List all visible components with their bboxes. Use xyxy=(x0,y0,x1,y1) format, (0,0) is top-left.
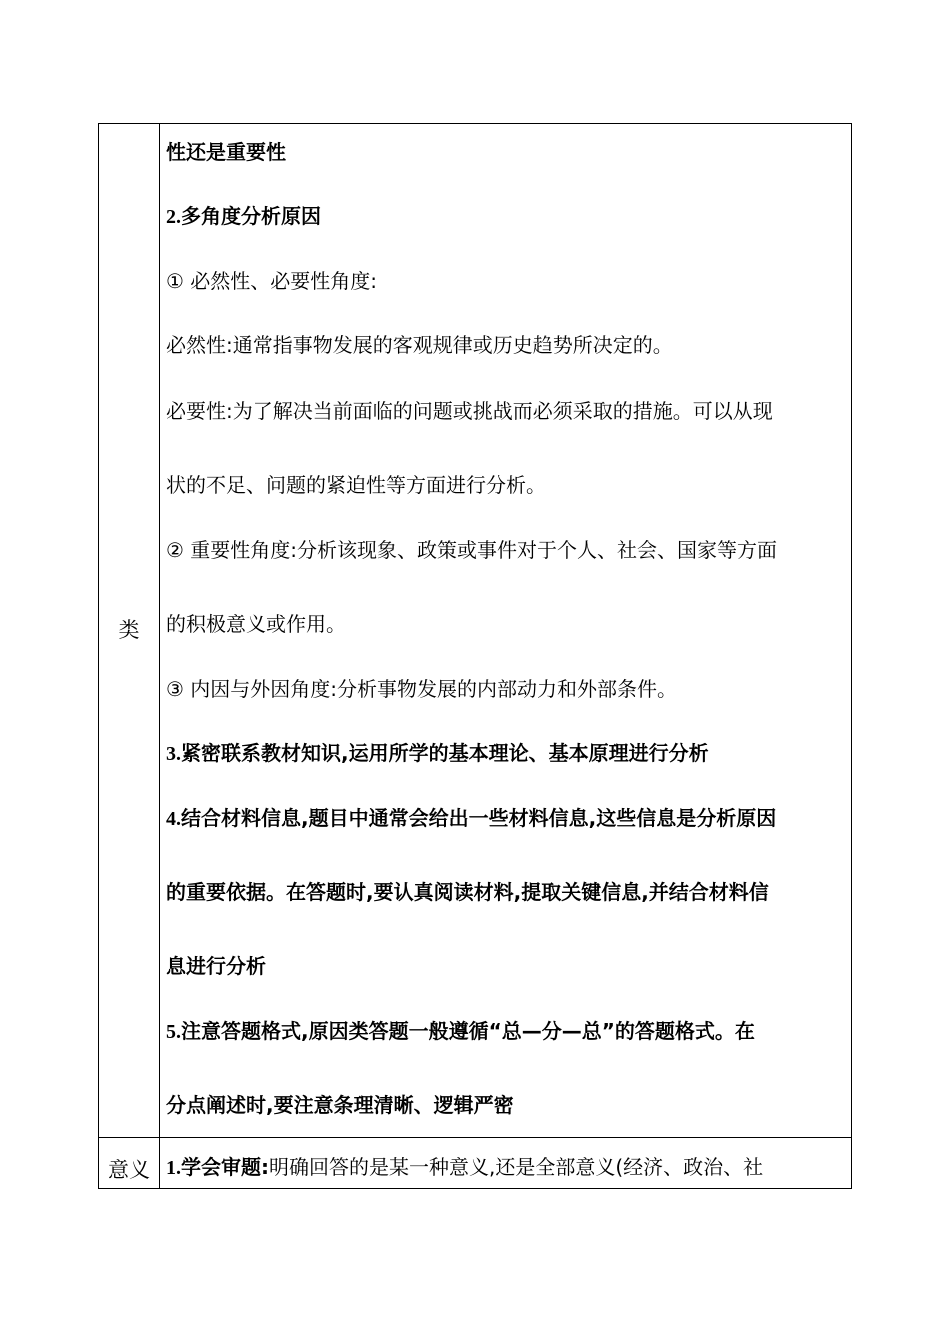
row1-line-13 xyxy=(166,952,266,980)
row1-line-1 xyxy=(166,138,286,166)
line-text: 分点阐述时,要注意条理清晰、逻辑严密 xyxy=(166,1093,514,1117)
item-number: 2. xyxy=(166,206,181,228)
line-text: 的重要依据。在答题时,要认真阅读材料,提取关键信息,并结合材料信 xyxy=(166,880,769,904)
line-text: 状的不足、问题的紧迫性等方面进行分析。 xyxy=(166,473,546,497)
line-text: 性还是重要性 xyxy=(166,140,286,164)
line-text: ① 必然性、必要性角度: xyxy=(166,269,378,293)
row1-line-11 xyxy=(166,804,776,833)
line-text: 多角度分析原因 xyxy=(181,204,321,228)
row1-line-12 xyxy=(166,878,769,906)
row-divider xyxy=(99,1137,851,1138)
line-text: 息进行分析 xyxy=(166,954,266,978)
line-text: 必要性:为了解决当前面临的问题或挑战而必须采取的措施。可以从现 xyxy=(166,399,773,423)
row1-line-5 xyxy=(166,397,773,425)
row1-line-8 xyxy=(166,610,346,638)
row1-line-4 xyxy=(166,331,673,359)
row-label-lei: 类 xyxy=(118,618,140,642)
line-text: 必然性:通常指事物发展的客观规律或历史趋势所决定的。 xyxy=(166,333,673,357)
item-number: 1. xyxy=(166,1157,181,1179)
line-text: 结合材料信息,题目中通常会给出一些材料信息,这些信息是分析原因 xyxy=(181,806,777,830)
row1-line-14 xyxy=(166,1017,755,1046)
item-number: 5. xyxy=(166,1021,181,1043)
row1-line-9 xyxy=(166,675,677,703)
row1-line-3 xyxy=(166,267,377,295)
row1-line-15 xyxy=(166,1091,514,1119)
line-text: 注意答题格式,原因类答题一般遵循“总—分—总”的答题格式。在 xyxy=(181,1019,755,1043)
line-text: ② 重要性角度:分析该现象、政策或事件对于个人、社会、国家等方面 xyxy=(166,538,778,562)
row2-line-1 xyxy=(166,1153,763,1182)
item-number: 3. xyxy=(166,743,181,765)
item-heading: 学会审题: xyxy=(181,1155,269,1179)
line-text: ③ 内因与外因角度:分析事物发展的内部动力和外部条件。 xyxy=(166,677,678,701)
line-text: 的积极意义或作用。 xyxy=(166,612,346,636)
item-number: 4. xyxy=(166,808,181,830)
row1-line-6 xyxy=(166,471,546,499)
column-divider xyxy=(159,124,160,1188)
row-label-yiyi: 意义 xyxy=(108,1158,150,1182)
row1-line-7 xyxy=(166,536,777,564)
row1-line-2 xyxy=(166,202,321,231)
item-text: 明确回答的是某一种意义,还是全部意义(经济、政治、社 xyxy=(269,1155,764,1179)
row1-line-10 xyxy=(166,739,709,768)
content-table xyxy=(98,123,852,1189)
line-text: 紧密联系教材知识,运用所学的基本理论、基本原理进行分析 xyxy=(181,741,709,765)
